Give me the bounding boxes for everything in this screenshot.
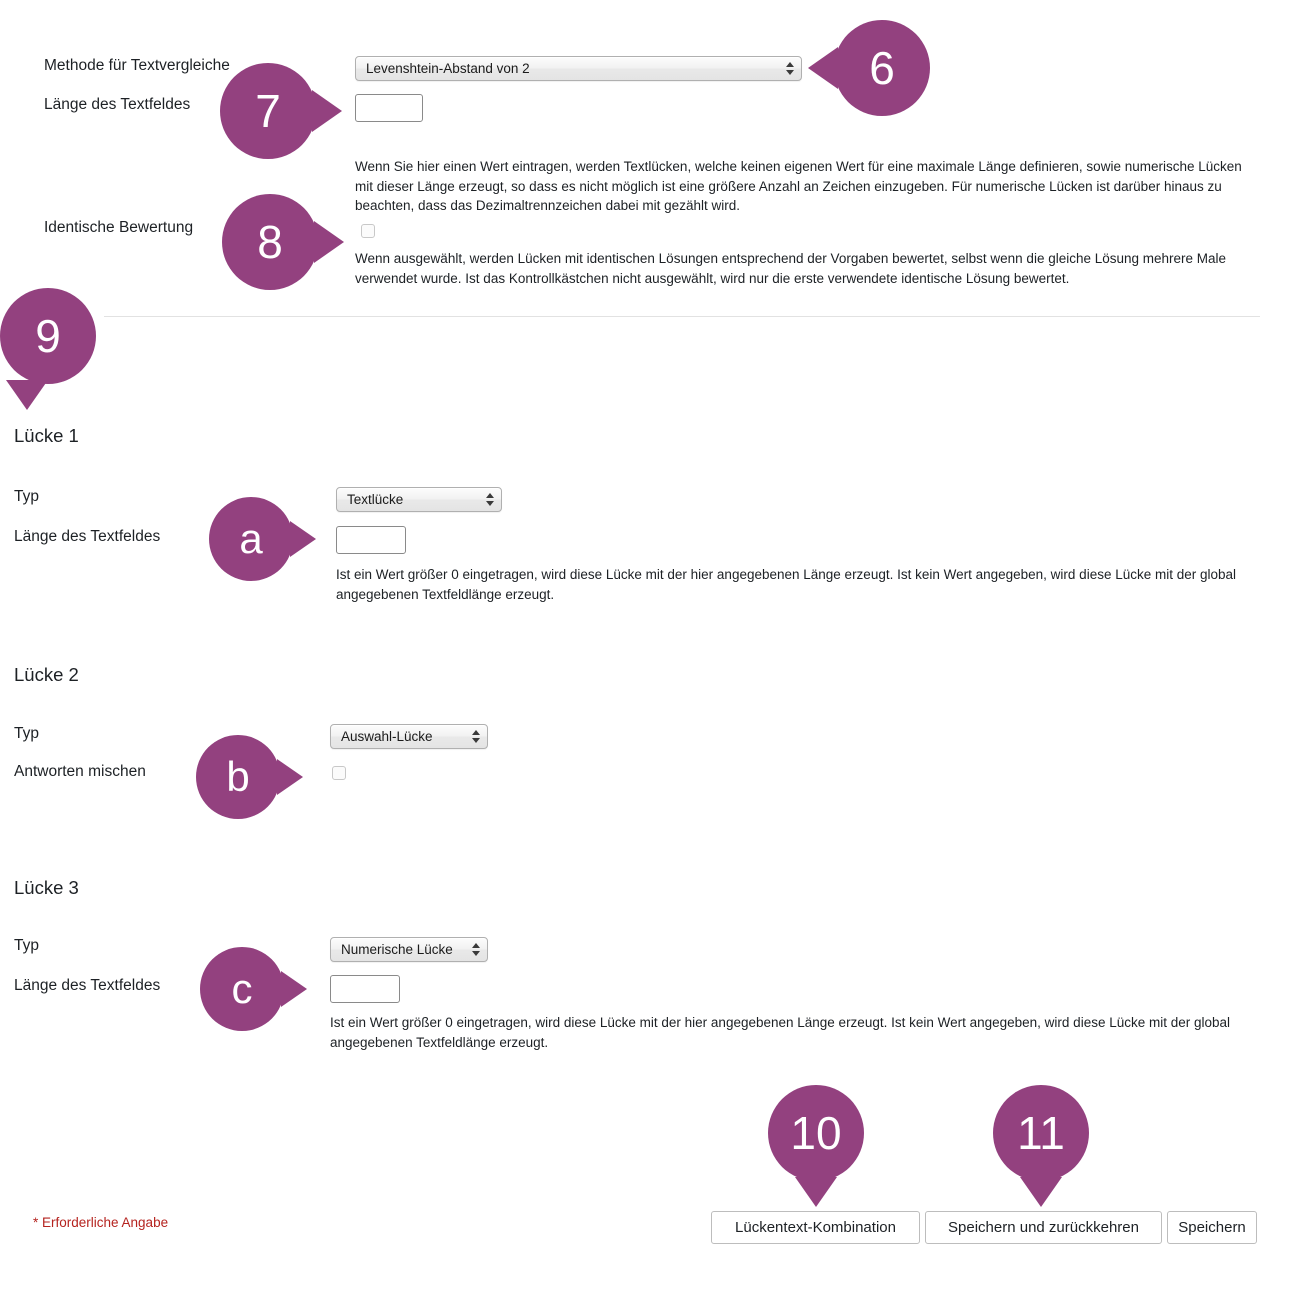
callout-7-label: 7 (255, 85, 281, 137)
select-arrows-icon (785, 61, 794, 77)
callout-tail-icon (281, 971, 307, 1007)
select-arrows-icon (471, 729, 480, 745)
callout-tail-icon (795, 1177, 837, 1207)
select-arrows-icon (471, 942, 480, 958)
gap-3-length-label: Länge des Textfeldes (14, 977, 161, 994)
callout-11 (993, 1085, 1089, 1181)
gap-3-type-label: Typ (14, 937, 39, 954)
callout-tail-icon (290, 521, 316, 557)
callout-9-label: 9 (35, 310, 61, 362)
save-button[interactable]: Speichern (1167, 1211, 1257, 1244)
method-select[interactable] (355, 56, 802, 81)
gap-1-length-label: Länge des Textfeldes (14, 528, 161, 545)
callout-10-label: 10 (790, 1107, 842, 1159)
callout-7 (220, 63, 316, 159)
method-select-value: Levenshtein-Abstand von 2 (366, 61, 530, 76)
gap-2-type-select[interactable] (330, 724, 488, 749)
section-divider (104, 316, 1260, 317)
callout-c-label: c (231, 965, 253, 1012)
callout-b-label: b (226, 753, 250, 800)
required-note: * Erforderliche Angabe (33, 1215, 169, 1230)
callout-11-label: 11 (1017, 1107, 1065, 1159)
gap-3-length-help: Ist ein Wert größer 0 eingetragen, wird diese Lücke mit der hier angegebenen Länge erzeugt. Ist kein Wert angegeben, wird diese Lücke mit der global angegebenen Textfeldlänge erzeugt. (330, 1015, 1231, 1050)
gap-1-length-input[interactable] (336, 526, 406, 554)
callout-6-label: 6 (869, 42, 895, 94)
gap-1-type-label: Typ (14, 488, 39, 505)
method-label: Methode für Textvergleiche (44, 57, 230, 74)
callout-6 (834, 20, 930, 116)
gap-3-type-select[interactable] (330, 937, 488, 962)
identical-rating-help: Wenn ausgewählt, werden Lücken mit identischen Lösungen entsprechend der Vorgaben bewertet, selbst wenn die gleiche Lösung mehrere Male verwendet wurde. Ist das Kontrollkästchen nicht ausgewählt, wird nur die erste verwendete identische Lösung bewertet. (355, 251, 1227, 286)
gap-2-title: Lücke 2 (14, 664, 79, 685)
gap-3-length-input[interactable] (330, 975, 400, 1003)
callout-tail-icon (277, 759, 303, 795)
gap-3-type-value: Numerische Lücke (341, 942, 453, 957)
gap-2-type-value: Auswahl-Lücke (341, 729, 433, 744)
callout-tail-icon (312, 90, 342, 132)
global-textfield-length-input[interactable] (355, 94, 423, 122)
global-textfield-length-help: Wenn Sie hier einen Wert eintragen, werden Textlücken, welche keinen eigenen Wert für eine maximale Länge definieren, sowie numerische Lücken mit dieser Länge erzeugt, so dass es nicht möglich ist eine größere Anzahl an Zeichen einzugeben. Für numerische Lücken ist darüber hinaus zu beachten, dass das Dezimaltrennzeichen dabei mit gezählt wird. (355, 159, 1242, 214)
gap-3-title: Lücke 3 (14, 877, 79, 898)
callout-a (209, 497, 293, 581)
gap-1-title: Lücke 1 (14, 425, 79, 446)
callout-a-label: a (239, 515, 263, 562)
gap-1-type-value: Textlücke (347, 492, 404, 507)
gap-2-shuffle-checkbox[interactable] (332, 766, 346, 780)
callout-tail-icon (1020, 1177, 1062, 1207)
callout-tail-icon (314, 221, 344, 263)
callout-9 (0, 288, 96, 384)
callout-10 (768, 1085, 864, 1181)
callout-b (196, 735, 280, 819)
gap-1-length-help: Ist ein Wert größer 0 eingetragen, wird diese Lücke mit der hier angegebenen Länge erzeugt. Ist kein Wert angegeben, wird diese Lücke mit der global angegebenen Textfeldlänge erzeugt. (336, 567, 1237, 602)
global-textfield-length-label: Länge des Textfeldes (44, 96, 191, 113)
identical-rating-label: Identische Bewertung (44, 219, 194, 236)
gap-2-shuffle-label: Antworten mischen (14, 763, 146, 780)
callout-8 (222, 194, 318, 290)
select-arrows-icon (485, 492, 494, 508)
save-and-return-button[interactable]: Speichern und zurückkehren (925, 1211, 1162, 1244)
identical-rating-checkbox[interactable] (361, 224, 375, 238)
gap-2-type-label: Typ (14, 725, 39, 742)
callout-8-label: 8 (257, 216, 283, 268)
gap-1-type-select[interactable] (336, 487, 502, 512)
callout-tail-icon (6, 380, 48, 410)
combination-button[interactable]: Lückentext-Kombination (711, 1211, 920, 1244)
callout-c (200, 947, 284, 1031)
